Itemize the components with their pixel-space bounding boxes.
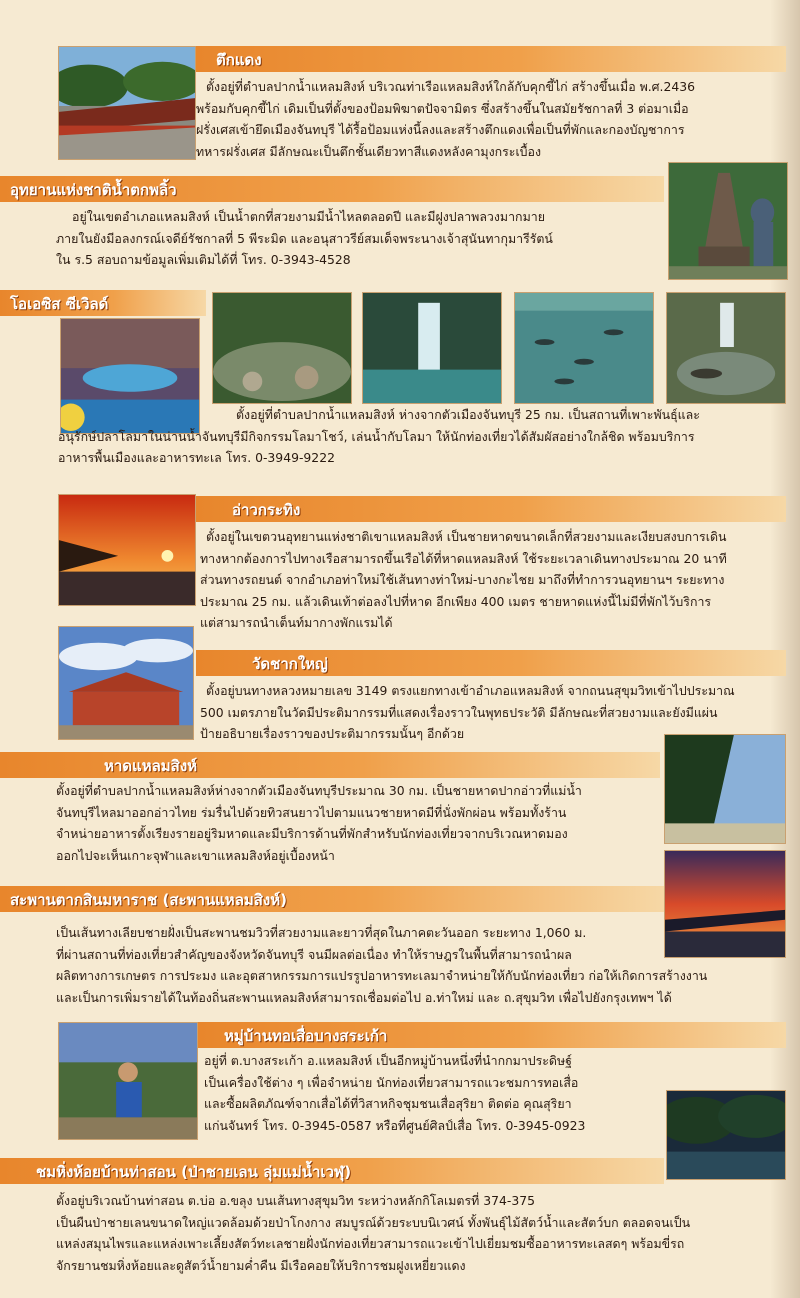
- text-line: ตั้งอยู่ในเขตวนอุทยานแห่งชาติเขาแหลมสิงห์ เป็นชายหาดขนาดเล็กที่สวยงามและเงียบสงบการเดิน: [206, 529, 727, 544]
- photo-sunset-bay: [58, 494, 196, 606]
- text-line: 500 เมตรภายในวัดมีประติมากรรมที่แสดงเรื่องราวในพุทธประวัติ มีลักษณะที่สวยงามและยังมีแผ่น: [200, 704, 718, 720]
- text-line: ที่ผ่านสถานที่ท่องเที่ยวสำคัญของจังหวัดจันทบุรี จนมีผลต่อเนื่อง ทำให้ราษฎรในพื้นที่สามารถนำผล: [56, 946, 572, 962]
- photo-beach-pines: [664, 734, 786, 844]
- section-title: หมู่บ้านทอเสื่อบางสระเก้า: [224, 1027, 388, 1045]
- section-text-laem-sing-beach: [56, 780, 660, 866]
- section-title: วัดชากใหญ่: [252, 655, 328, 673]
- section-title: ชมหิ่งห้อยบ้านท่าสอน (ป่าชายเลน ลุ่มแม่น้ำเวฬุ): [36, 1163, 352, 1181]
- text-line: แต่สามารถนำเต็นท์มากางพักแรมได้: [200, 615, 393, 630]
- text-line: จักรยานชมหิ่งห้อยและดูสัตว์น้ำยามค่ำคืน มีเรือคอยให้บริการชมฝูงเหยี่ยวแดง: [56, 1257, 466, 1273]
- photo-waterfall: [362, 292, 502, 404]
- text-line: พร้อมกับคุกขี้ไก่ เดิมเป็นที่ตั้งของป้อมพิฆาตปัจจามิตร ซึ่งสร้างขึ้นในสมัยรัชกาลที่ 3 ต่อมาเมื่อ: [196, 100, 689, 116]
- section-text-bang-sa-kao-village: [204, 1050, 664, 1136]
- text-line: และเป็นการเพิ่มรายได้ในท้องถิ่นสะพานแหลมสิงห์สามารถเชื่อมต่อไป อ.ท่าใหม่ และ ถ.สุขุมวิท เพื่อไปยังกรุงเทพฯ ได้: [56, 989, 672, 1005]
- section-band-bang-sa-kao-village: [198, 1022, 786, 1048]
- photo-waterfall-rocks: [212, 292, 352, 404]
- text-line: ตั้งอยู่บริเวณบ้านท่าสอน ต.บ่อ อ.ขลุง บนเส้นทางสุขุมวิท ระหว่างหลักกิโลเมตรที่ 374-375: [56, 1193, 535, 1208]
- text-line: ใน ร.5 สอบถามข้อมูลเพิ่มเติมได้ที่ โทร. 0-3943-4528: [56, 252, 351, 267]
- section-title: สะพานตากสินมหาราช (สะพานแหลมสิงห์): [10, 891, 288, 909]
- section-title: ตึกแดง: [216, 51, 262, 69]
- text-line: ป้ายอธิบายเรื่องราวของประติมากรรมนั้นๆ อีกด้วย: [200, 726, 465, 741]
- section-band-wat-chak-yai: [196, 650, 786, 676]
- text-line: ตั้งอยู่ที่ตำบลปากน้ำแหลมสิงห์ ห่างจากตัวเมืองจันทบุรี 25 กม. เป็นสถานที่เพาะพันธุ์และ: [236, 407, 700, 422]
- text-line: เป็นเส้นทางเลียบชายฝั่งเป็นสะพานชมวิวที่สวยงามและยาวที่สุดในภาคตะวันออก ระยะทาง 1,060 ม.: [56, 925, 587, 940]
- text-line: จันทบุรีไหลมาออกอ่าวไทย ร่มรื่นไปด้วยทิวสนยาวไปตามแนวชายหาดมีที่นั่งพักผ่อน พร้อมทั้งร้าน: [56, 804, 567, 820]
- section-text-taksin-bridge: [56, 922, 786, 1008]
- photo-mat-weaving: [58, 1022, 198, 1140]
- text-line: ทหารฝรั่งเศส มีลักษณะเป็นตึกชั้นเดียวทาสีแดงหลังคามุงกระเบื้อง: [196, 143, 542, 159]
- section-text-ao-krathing: [200, 526, 786, 634]
- text-line: ผลิตทางการเกษตร การประมง และอุตสาหกรรมการแปรรูปอาหารทะเลมาจำหน่ายให้กับนักท่องเที่ยว ก่อให้เกิดการสร้างงาน: [56, 968, 708, 983]
- section-band-phlio-waterfall: [0, 176, 664, 202]
- text-line: จำหน่ายอาหารตั้งเรียงรายอยู่ริมหาดและมีบริการด้านที่พักสำหรับนักท่องเที่ยวจากบริเวณหาดมอง: [56, 826, 568, 841]
- text-line: และซื้อผลิตภัณฑ์จากเสื่อได้ที่วิสาหกิจชุมชนเสื่อสุริยา ติดต่อ คุณสุริยา: [204, 1096, 572, 1111]
- section-title: หาดแหลมสิงห์: [104, 757, 198, 775]
- text-line: ตั้งอยู่ที่ตำบลปากน้ำแหลมสิงห์ห่างจากตัวเมืองจันทบุรีประมาณ 30 กม. เป็นชายหาดปากอ่าวที่แม่น้ำ: [56, 783, 582, 798]
- section-band-tha-son-fireflies: [0, 1158, 664, 1184]
- photo-red-building: [58, 46, 196, 160]
- text-line: ฝรั่งเศสเข้ายึดเมืองจันทบุรี ได้รื้อป้อมแห่งนี้ลงและสร้างตึกแดงเพื่อเป็นที่พักและกองบัญชาการ: [196, 122, 685, 137]
- section-band-ao-krathing: [196, 496, 786, 522]
- text-line: เป็นเครื่องใช้ต่าง ๆ เพื่อจำหน่าย นักท่องเที่ยวสามารถแวะชมการทอเสื่อ: [204, 1074, 579, 1090]
- text-line: อยู่ที่ ต.บางสระเก้า อ.แหลมสิงห์ เป็นอีกหมู่บ้านหนึ่งที่นำกกมาประดิษฐ์: [204, 1053, 572, 1068]
- section-title: อุทยานแห่งชาติน้ำตกพลิ้ว: [10, 181, 177, 199]
- section-text-phlio-waterfall: [56, 206, 664, 271]
- text-line: แหล่งสมุนไพรและแหล่งเพาะเลี้ยงสัตว์ทะเลชายฝั่งนักท่องเที่ยวสามารถแวะเข้าไปเยี่ยมชมซื้ออาหารทะเลสดๆ พร้อมขี่รถ: [56, 1236, 685, 1251]
- section-band-laem-sing-beach: [0, 752, 660, 778]
- text-line: ภายในยังมีอลงกรณ์เจดีย์รัชกาลที่ 5 พีระมิด และอนุสาวรีย์สมเด็จพระนางเจ้าสุนันทากุมารีรัตน์: [56, 230, 553, 246]
- section-text-tha-son-fireflies: [56, 1190, 786, 1276]
- text-line: อนุรักษ์ปลาโลมาในน่านน้ำจันทบุรีมีกิจกรรมโลมาโชว์, เล่นน้ำกับโลมา ให้นักท่องเที่ยวได้สัมผัสอย่างใกล้ชิด พร้อมบริการ: [58, 428, 695, 444]
- text-line: ทางหากต้องการไปทางเรือสามารถขึ้นเรือได้ที่หาดแหลมสิงห์ ใช้ระยะเวลาเดินทางประมาณ 20 นาที: [200, 550, 727, 566]
- photo-fish-school: [514, 292, 654, 404]
- photo-phlio-pagoda: [668, 162, 788, 280]
- text-line: อยู่ในเขตอำเภอแหลมสิงห์ เป็นน้ำตกที่สวยงามมีน้ำไหลตลอดปี และมีฝูงปลาพลวงมากมาย: [72, 209, 545, 224]
- text-line: ประมาณ 25 กม. แล้วเดินเท้าต่อลงไปที่หาด อีกเพียง 400 เมตร ชายหาดแห่งนี้ไม่มีที่พักไว้บริการ: [200, 593, 712, 609]
- photo-waterfall-fish: [666, 292, 786, 404]
- photo-mangrove: [666, 1090, 786, 1180]
- text-line: แก่นจันทร์ โทร. 0-3945-0587 หรือที่ศูนย์ศิลป์เสื่อ โทร. 0-3945-0923: [204, 1117, 586, 1133]
- section-text-oasis-seaworld: [58, 404, 786, 469]
- photo-temple: [58, 626, 194, 740]
- section-band-red-building: [196, 46, 786, 72]
- section-title: โอเอซิส ซีเวิลด์: [10, 295, 109, 313]
- section-band-taksin-bridge: [0, 886, 664, 912]
- section-band-oasis-seaworld: [0, 290, 206, 316]
- text-line: ส่วนทางรถยนต์ จากอำเภอท่าใหม่ใช้เส้นทางท่าใหม่-บางกะไชย มาถึงที่ทำการวนอุทยานฯ ระยะทาง: [200, 572, 725, 587]
- section-text-red-building: [196, 76, 786, 162]
- text-line: เป็นผืนป่าชายเลนขนาดใหญ่แวดล้อมด้วยป่าโกงกาง สมบูรณ์ด้วยระบบนิเวศน์ ทั้งพันธุ์ไม้สัตว์น้ำและสัตว์บก ตลอดจนเป็น: [56, 1214, 691, 1230]
- section-title: อ่าวกระทิง: [232, 501, 301, 519]
- text-line: ตั้งอยู่ที่ตำบลปากน้ำแหลมสิงห์ บริเวณท่าเรือแหลมสิงห์ใกล้กับคุกขี้ไก่ สร้างขึ้นเมื่อ พ.ศ.2436: [206, 79, 696, 94]
- text-line: ออกไปจะเห็นเกาะจุฬาและเขาแหลมสิงห์อยู่เบื้องหน้า: [56, 847, 335, 863]
- text-line: อาหารพื้นเมืองและอาหารทะเล โทร. 0-3949-9222: [58, 450, 335, 465]
- text-line: ตั้งอยู่บนทางหลวงหมายเลข 3149 ตรงแยกทางเข้าอำเภอแหลมสิงห์ จากถนนสุขุมวิทเข้าไปประมาณ: [206, 683, 735, 698]
